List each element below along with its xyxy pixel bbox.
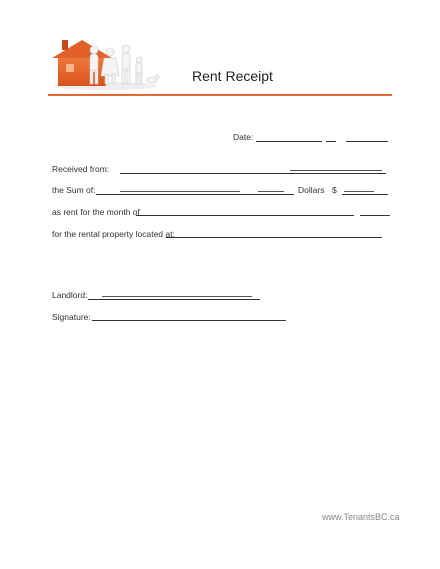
amount-line[interactable] <box>342 194 388 195</box>
received-from-line-2[interactable] <box>290 170 382 171</box>
date-line-1[interactable] <box>256 141 322 142</box>
dollars-label: Dollars <box>298 185 325 195</box>
house-family-icon <box>44 36 164 92</box>
sum-line-cents[interactable] <box>258 191 284 192</box>
amount-line-inner[interactable] <box>344 191 374 192</box>
date-label: Date: <box>233 132 254 142</box>
sum-label: the Sum of: <box>52 185 96 195</box>
landlord-label: Landlord: <box>52 290 88 300</box>
date-line-3[interactable] <box>346 141 388 142</box>
date-line-2[interactable] <box>326 141 336 142</box>
sum-line-inner[interactable] <box>120 191 240 192</box>
rent-month-line[interactable] <box>136 215 354 216</box>
currency-symbol: $ <box>332 185 337 195</box>
received-from-line[interactable] <box>120 173 386 174</box>
sum-line[interactable] <box>96 194 294 195</box>
footer-website: www.TenantsBC.ca <box>322 512 400 522</box>
signature-line[interactable] <box>92 320 286 321</box>
landlord-line[interactable] <box>88 299 260 300</box>
property-label: for the rental property located at: <box>52 229 175 239</box>
signature-label: Signature: <box>52 312 91 322</box>
property-line[interactable] <box>166 237 382 238</box>
rent-month-label: as rent for the month of <box>52 207 140 217</box>
title-divider <box>48 94 392 96</box>
received-from-label: Received from: <box>52 164 110 174</box>
landlord-line-inner[interactable] <box>102 296 252 297</box>
page-title: Rent Receipt <box>192 68 273 84</box>
rent-year-line[interactable] <box>360 215 390 216</box>
